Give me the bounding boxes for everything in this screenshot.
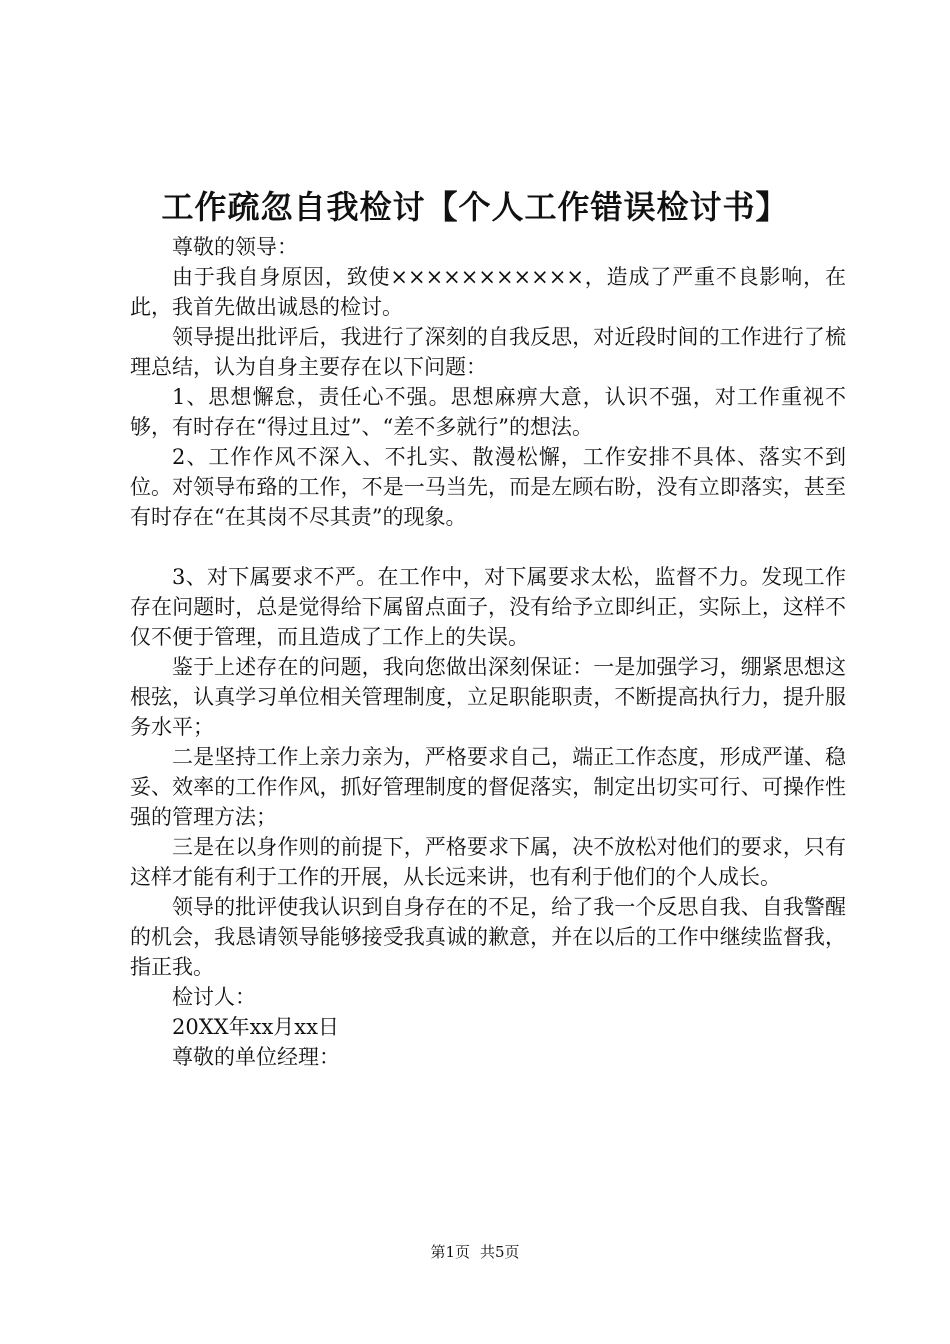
page-number: 第1页 [430, 1243, 470, 1261]
paragraph: 3、对下属要求不严。在工作中，对下属要求太松，监督不力。发现工作存在问题时，总是觉得给下属留点面子，没有给予立即纠正，实际上，这样不仅不便于管理，而且造成了工作上的失误。 [130, 565, 846, 649]
paragraph: 1、思想懈怠，责任心不强。思想麻痹大意，认识不强，对工作重视不够，有时存在“得过且过”、“差不多就行”的想法。 [130, 385, 846, 439]
signature-label: 检讨人： [172, 985, 256, 1009]
document-body [130, 232, 846, 1072]
paragraph: 领导提出批评后，我进行了深刻的自我反思，对近段时间的工作进行了梳理总结，认为自身主要存在以下问题： [130, 325, 846, 379]
paragraph: 鉴于上述存在的问题，我向您做出深刻保证：一是加强学习，绷紧思想这根弦，认真学习单位相关管理制度，立足职能职责，不断提高执行力，提升服务水平； [130, 655, 846, 739]
paragraph: 由于我自身原因，致使×××××××××××，造成了严重不良影响，在此，我首先做出诚恳的检讨。 [130, 265, 846, 319]
paragraph: 2、工作作风不深入、不扎实、散漫松懈，工作安排不具体、落实不到位。对领导布臵的工作，不是一马当先，而是左顾右盼，没有立即落实，甚至有时存在“在其岗不尽其责”的现象。 [130, 445, 846, 529]
page-total: 共5页 [480, 1243, 520, 1261]
salutation: 尊敬的单位经理： [172, 1045, 340, 1069]
page-footer [0, 1242, 950, 1262]
document-title: 工作疏忽自我检讨【个人工作错误检讨书】 [161, 188, 789, 226]
paragraph: 二是坚持工作上亲力亲为，严格要求自己，端正工作态度，形成严谨、稳妥、效率的工作作风，抓好管理制度的督促落实，制定出切实可行、可操作性强的管理方法； [130, 745, 846, 829]
salutation: 尊敬的领导： [172, 235, 298, 259]
date-line: 20XX年xx月xx日 [172, 1015, 339, 1039]
paragraph: 三是在以身作则的前提下，严格要求下属，决不放松对他们的要求，只有这样才能有利于工作的开展，从长远来讲，也有利于他们的个人成长。 [130, 835, 846, 889]
paragraph: 领导的批评使我认识到自身存在的不足，给了我一个反思自我、自我警醒的机会，我恳请领导能够接受我真诚的歉意，并在以后的工作中继续监督我，指正我。 [130, 895, 846, 979]
